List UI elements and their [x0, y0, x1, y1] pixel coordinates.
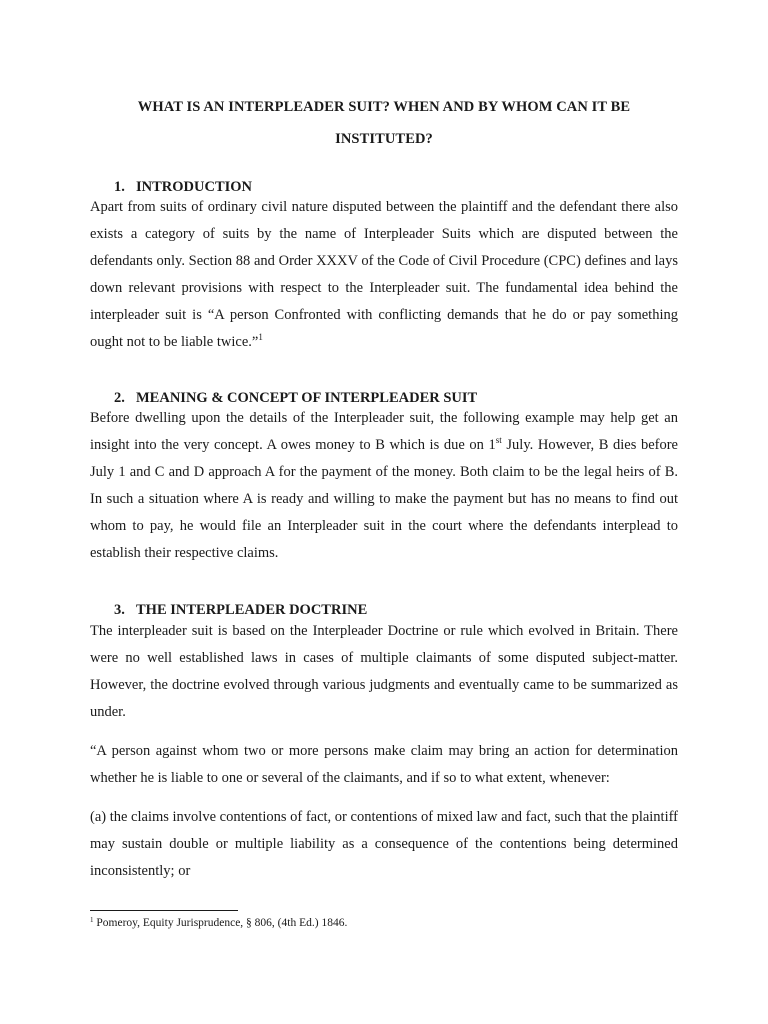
- meaning-paragraph: [90, 405, 678, 567]
- quote-text: “A person against whom two or more persons make claim may bring an action for determination whether he is liable to one or several of the claimants, and if so to what extent, whenever:: [90, 743, 678, 786]
- section-title: MEANING & CONCEPT OF INTERPLEADER SUIT: [136, 390, 478, 406]
- introduction-paragraph: [90, 194, 678, 356]
- paragraph-text: Apart from suits of ordinary civil nature disputed between the plaintiff and the defendant there also exists a category of suits by the name of Interpleader Suits which are disputed between the defendants only. Section 88 and Order XXXV of the Code of Civil Procedure (CPC) defines and lays down relevant provisions with respect to the Interpleader suit. The fundamental idea behind the interpleader suit is “A person Confronted with conflicting demands that he do or pay something ought not to be liable twice.”: [90, 199, 678, 350]
- footnote-text: Pomeroy, Equity Jurisprudence, § 806, (4th Ed.) 1846.: [93, 917, 348, 929]
- footnote-ref: 1: [258, 332, 263, 342]
- document-title: WHAT IS AN INTERPLEADER SUIT? WHEN AND BY WHOM CAN IT BE INSTITUTED?: [137, 99, 631, 147]
- section-number: 2.: [114, 390, 125, 406]
- paragraph-text: The interpleader suit is based on the Interpleader Doctrine or rule which evolved in Britain. There were no well established laws in cases of multiple claimants of some disputed subject-matter. However, the doctrine evolved through various judgments and eventually came to be summarized as under.: [90, 623, 678, 720]
- section-number: 3.: [114, 602, 125, 618]
- doctrine-clause-a: [90, 804, 678, 885]
- paragraph-text: Before dwelling upon the details of the Interpleader suit, the following example may help get an insight into the very concept. A owes money to B which is due on 1: [90, 410, 678, 453]
- ordinal-suffix: st: [495, 435, 502, 445]
- section-number: 1.: [114, 179, 125, 195]
- doctrine-quote: [90, 738, 678, 792]
- section-title: INTRODUCTION: [136, 179, 253, 195]
- footnote-separator: [90, 910, 238, 911]
- footnote-number: 1: [90, 916, 94, 924]
- section-heading-doctrine: [114, 600, 367, 620]
- footnote: [90, 915, 347, 931]
- paragraph-text-cont: July. However, B dies before July 1 and C and D approach A for the payment of the money. Both claim to be the legal heirs of B. In such a situation where A is ready and willing to make the payment but has no means to find out whom to pay, he would file an Interpleader suit in the court where the defendants interplead to establish their respective claims.: [90, 437, 678, 561]
- section-title: THE INTERPLEADER DOCTRINE: [136, 602, 368, 618]
- doctrine-paragraph: [90, 618, 678, 726]
- clause-text: (a) the claims involve contentions of fact, or contentions of mixed law and fact, such that the plaintiff may sustain double or multiple liability as a consequence of the contentions being determined inconsistently; or: [90, 809, 679, 879]
